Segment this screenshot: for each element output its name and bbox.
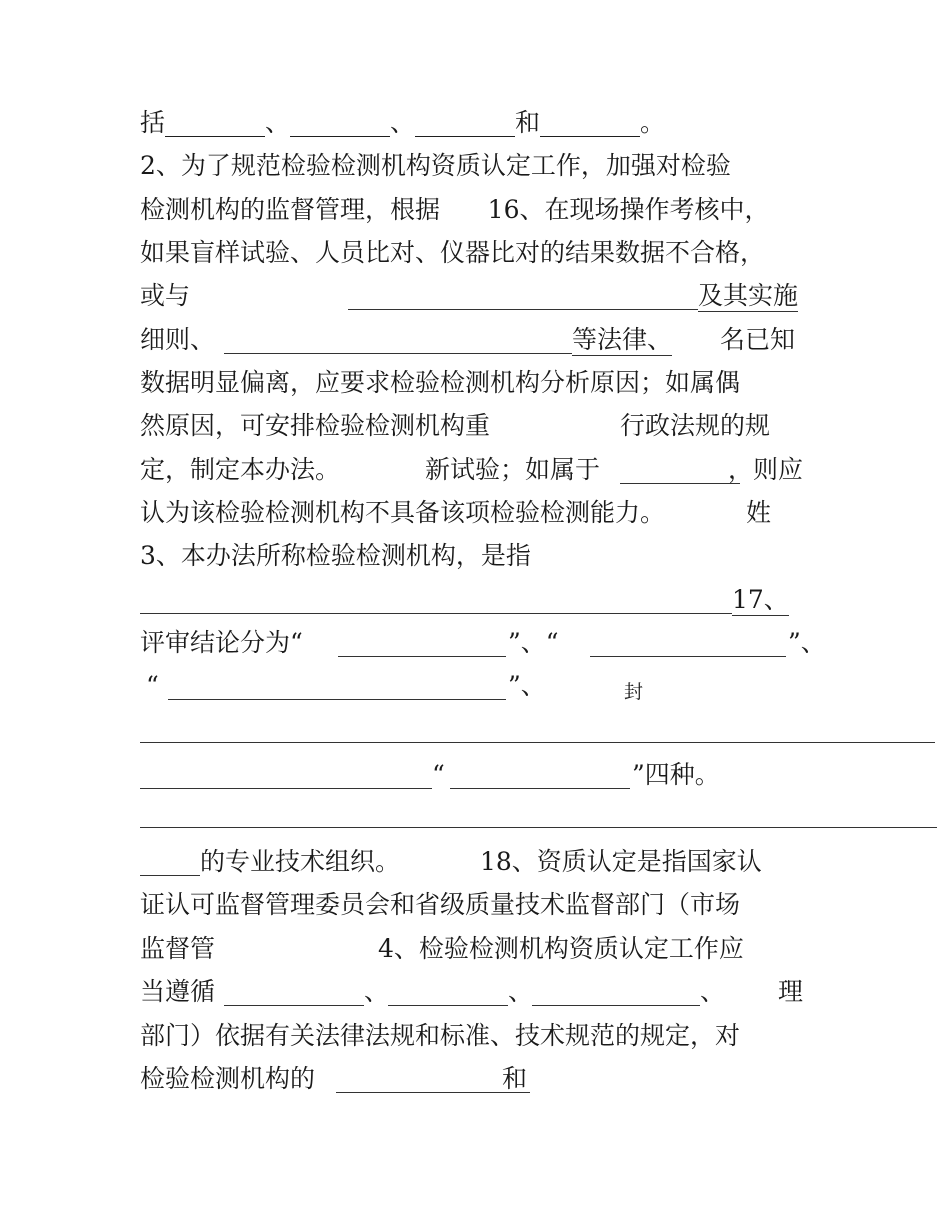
text-line-14b: ”、: [508, 671, 546, 700]
text-line-1: 括________、________、________和________。: [140, 108, 666, 137]
text-line-8b: 行政法规的规: [620, 411, 771, 440]
blank-line: [620, 483, 740, 484]
text-line-12: 17、: [732, 585, 789, 614]
text-line-21e: 理: [778, 977, 804, 1006]
text-line-20a: 监督管: [140, 934, 216, 963]
text-line-6b: 等法律、: [572, 325, 673, 354]
text-line-9b: 新试验；如属于: [425, 455, 601, 484]
text-line-11: 3、本办法所称检验检测机构，是指: [140, 541, 531, 570]
blank-line: [590, 656, 786, 657]
text-line-21c: 、: [508, 977, 534, 1006]
text-line-21b: 、: [364, 977, 390, 1006]
blank-line: [336, 1092, 530, 1093]
blank-line: [140, 742, 935, 743]
text-line-6c: 名已知: [720, 325, 796, 354]
text-line-5b: 及其实施: [698, 281, 799, 310]
blank-line: [168, 699, 506, 700]
text-line-16a: “: [432, 760, 445, 789]
text-line-23a: 检验检测机构的: [140, 1064, 316, 1093]
text-line-13a: 评审结论分为“: [140, 628, 303, 657]
text-line-21a: 当遵循: [140, 977, 216, 1006]
text-line-14c: 封: [624, 681, 644, 703]
text-line-18a: 的专业技术组织。: [200, 847, 401, 876]
blank-line: [224, 1005, 364, 1006]
text-line-21d: 、: [700, 977, 726, 1006]
text-line-7: 数据明显偏离，应要求检验检测机构分析原因；如属偶: [140, 368, 741, 397]
text-line-23b: 和: [502, 1064, 528, 1093]
text-line-2: 2、为了规范检验检测机构资质认定工作，加强对检验: [140, 151, 731, 180]
text-line-10b: 姓: [746, 498, 772, 527]
blank-line: [140, 875, 200, 876]
blank-line: [140, 613, 732, 614]
blank-line: [450, 788, 630, 789]
blank-line: [348, 309, 698, 310]
blank-line: [338, 656, 506, 657]
text-line-6a: 细则、: [140, 325, 216, 354]
text-line-8a: 然原因，可安排检验检测机构重: [140, 411, 491, 440]
text-line-5a: 或与: [140, 281, 191, 310]
text-line-18b: 18、资质认定是指国家认: [480, 847, 762, 876]
text-line-9c: ，则应: [728, 455, 804, 484]
text-line-10a: 认为该检验检测机构不具备该项检验检测能力。: [140, 498, 666, 527]
text-line-3: 检测机构的监督管理，根据 16、在现场操作考核中，: [140, 195, 770, 224]
text-line-13b: ”、“: [508, 628, 559, 657]
text-line-14a: “: [146, 671, 159, 700]
text-line-4: 如果盲样试验、人员比对、仪器比对的结果数据不合格，: [140, 238, 766, 267]
blank-line: [140, 827, 937, 828]
text-line-22: 部门）依据有关法律法规和标准、技术规范的规定，对: [140, 1021, 741, 1050]
text-line-9a: 定，制定本办法。: [140, 455, 341, 484]
text-line-13c: ”、: [788, 628, 826, 657]
text-line-20b: 4、检验检测机构资质认定工作应: [378, 934, 744, 963]
blank-line: [388, 1005, 508, 1006]
blank-line: [140, 788, 432, 789]
text-line-16b: ”四种。: [632, 760, 720, 789]
blank-line: [224, 353, 572, 354]
blank-line: [532, 1005, 700, 1006]
text-line-19: 证认可监督管理委员会和省级质量技术监督部门（市场: [140, 890, 741, 919]
